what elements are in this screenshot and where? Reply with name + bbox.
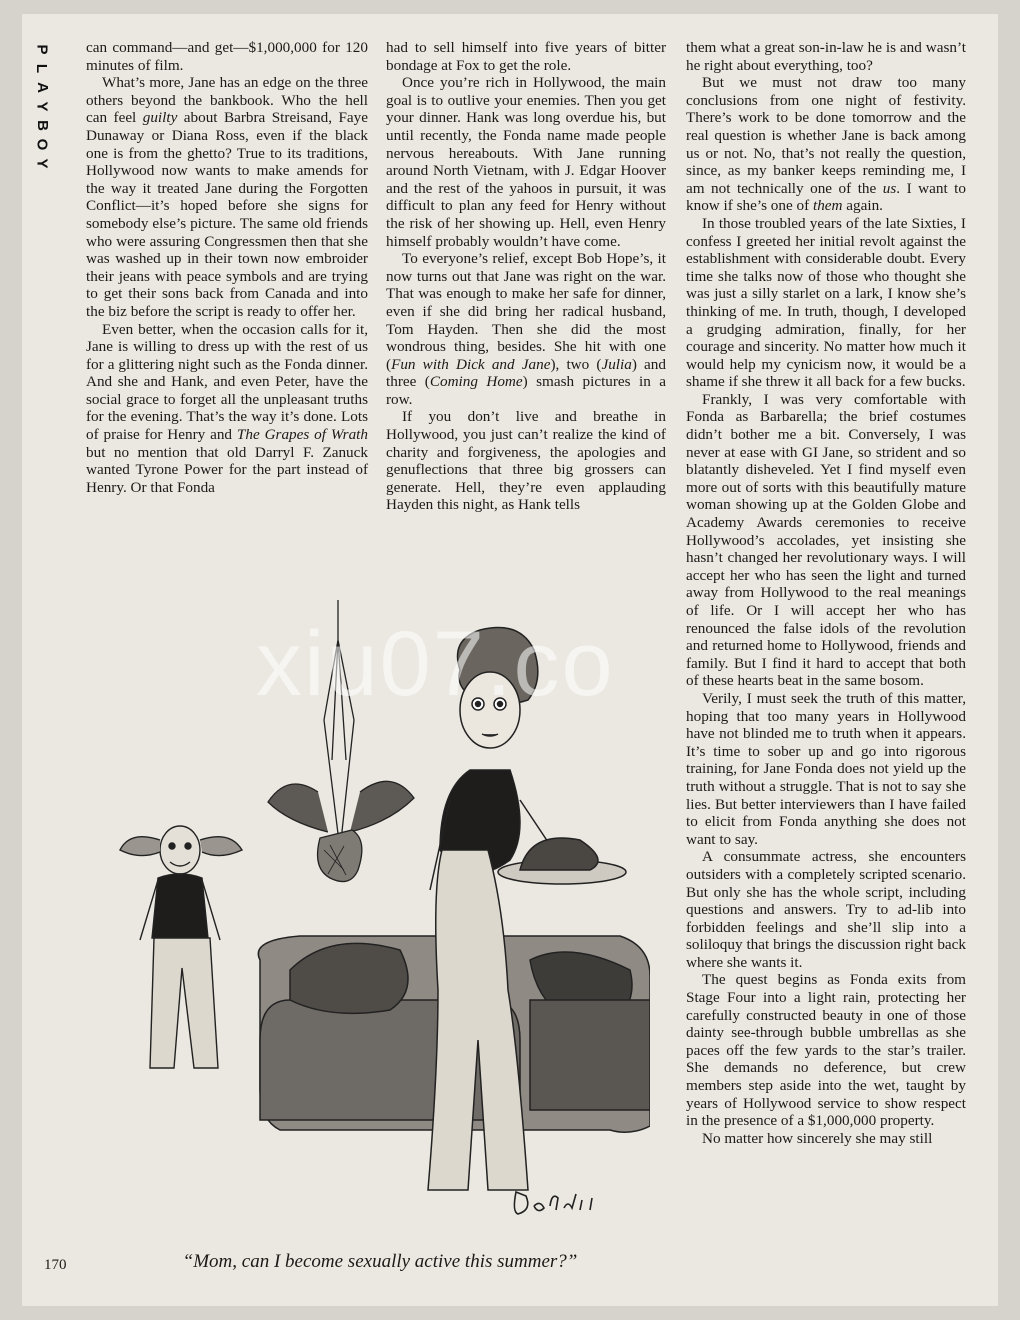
text-run: . I want to know if she’s one of — [686, 179, 966, 215]
text-column-3 — [686, 39, 966, 1147]
italic-run: Coming Home — [429, 373, 523, 391]
italic-run: guilty — [142, 109, 178, 127]
text-run: ), two ( — [550, 355, 602, 373]
italic-run: them — [812, 197, 843, 215]
page-number: 170 — [44, 1257, 67, 1273]
text-run: But we must not draw too many conclusions from one night of festivity. There’s work to be done tomorrow and the real question is whether Jane is back among us or not. No, that’s not really the question, since, as my banker keeps reminding me, I am not technically one of the — [686, 74, 966, 197]
text-run: about Barbra Streisand, Faye Dunaway or Diana Ross, even if the black one is from the ghetto? True to its traditions, Hollywood now wants to make amends for the way it treated Jane during the Forgotten Conflict—it’s hoped before she signs for somebody else’s picture. The same old friends who were assuring Congressmen then that she was washed up in their town now embroider their jeans with peace symbols and are trying to get their sons back from Canada and into the biz before the script is ready to offer her. — [86, 109, 369, 320]
text-run: again. — [842, 197, 883, 215]
running-head-letter: Y — [33, 101, 51, 112]
text-run: but no mention that old Darryl F. Zanuck wanted Tyrone Power for the part instead of Henry. Or that Fonda — [86, 443, 368, 496]
running-head-letter: A — [33, 82, 51, 93]
italic-run: Julia — [601, 355, 632, 373]
paragraph: Once you’re rich in Hollywood, the main goal is to outlive your enemies. Then you get your dinner. Hank was long overdue his, but until recently, the Fonda name made people nervous hereabouts. With Jane running around North Vietnam, with J. Edgar Hoover and the rest of the yahoos in pursuit, it was difficult to plan any feed for Henry without the risk of her showing up. Hell, even Henry himself probably wouldn’t have come. — [386, 74, 666, 250]
running-head-letter: P — [33, 44, 51, 55]
cartoon-illustration — [110, 600, 650, 1240]
italic-run: The Grapes of Wrath — [236, 426, 368, 444]
running-head — [31, 40, 53, 173]
paragraph: had to sell himself into five years of bitter bondage at Fox to get the role. — [386, 39, 666, 74]
paragraph: No matter how sincerely she may still — [702, 1129, 933, 1147]
boy-figure — [120, 826, 242, 1068]
text-column-2 — [386, 39, 666, 514]
paragraph: If you don’t live and breathe in Hollywood, you just can’t realize the kind of charity and forgiveness, the apologies and genuflections that three big grossers can generate. Hell, they’re even applauding Hayden this night, as Hank tells — [386, 408, 666, 514]
text-run: ) and three ( — [386, 355, 666, 391]
hanging-plant — [268, 600, 414, 882]
text-run: What’s more, Jane has an edge on the three others beyond the bankbook. Who the hell can feel — [86, 74, 368, 127]
text-run: ) smash pictures in a row. — [386, 373, 666, 408]
paragraph: In those troubled years of the late Sixties, I confess I greeted her initial revolt against the establishment with considerable doubt. Every time she talks now of those who thought she was just a silly starlet on a lark, I know she’s thinking of me. In truth, though, I developed a grudging admiration, finally, for her courage and sincerity. No matter how much it would help my cynicism now, it would be a shame if she threw it all back for a few bucks. — [686, 214, 966, 391]
paragraph: A consummate actress, she encounters outsiders with a completely scripted scenario. But only she has the whole script, including questions and answers. Try to ad-lib into forbidden feelings and she’ll slip into a soliloquy that brings the discussion right back where she wants it. — [686, 848, 966, 971]
text-run: Even better, when the occasion calls for it, Jane is willing to dress up with the rest of us for a glittering night such as the Fonda dinner. And she and Hank, and even Peter, have the social grace to forget all the unpleasant truths for the evening. That’s the way it’s done. Lots of praise for Henry and — [86, 320, 368, 444]
text-run: To everyone’s relief, except Bob Hope’s, it now turns out that Jane was right on the war. That was enough to make her safe for dinner, even if she did bring her radical husband, Tom Hayden. Then she did the most wondrous thing, besides. She hit with one ( — [386, 250, 666, 373]
running-head-letter: Y — [33, 158, 51, 169]
paragraph: Frankly, I was very comfortable with Fonda as Barbarella; the brief costumes didn’t bother me a bit. Conversely, I was never at ease with GI Jane, so strident and so blatantly disheveled. Yet I find myself even more out of sorts with this beautifully mature woman showing up at the Golden Globe and Academy Awards ceremonies to receive Hollywood’s accolades, yet insisting she hasn’t changed her revolutionary ways. I will accept her who has seen the light and turned away from Hollywood to the real meanings of life. Or I will accept her who has renounced the false idols of the revolution and returned home to Hollywood, friends and family. But I find it hard to accept that both of these hearts beat in the same bosom. — [686, 390, 966, 690]
paragraph — [686, 74, 966, 215]
paragraph: Verily, I must seek the truth of this matter, hoping that too many years in Hollywood have not blinded me to truth when it appears. It’s time to sober up and go into rigorous training, for Jane Fonda does not yield up the truth without a struggle. That is not to say she lies. But better interviewers than I have failed to elicit from Fonda anything she does not want to say. — [686, 689, 966, 848]
cartoon-caption: “Mom, can I become sexually active this summer?” — [182, 1251, 578, 1272]
paragraph: them what a great son-in-law he is and wasn’t he right about everything, too? — [686, 39, 966, 74]
watermark: xiu07.co — [256, 613, 615, 715]
paragraph: The quest begins as Fonda exits from Stage Four into a light rain, protecting her carefully constructed beauty in one of those dainty see-through bubble umbrellas as she paces off the few yards to the star’s trailer. She demands no deference, but crew members step aside into the wet, taught by years of Hollywood service to show respect in the presence of a $1,000,000 property. — [686, 971, 966, 1130]
running-head-letter: O — [33, 138, 51, 151]
text-column-1 — [86, 39, 368, 496]
paragraph — [86, 74, 368, 320]
running-head-letter: B — [33, 120, 51, 131]
italic-run: us — [882, 179, 897, 197]
italic-run: Fun with Dick and Jane — [391, 355, 551, 373]
running-head-letter: L — [33, 63, 51, 74]
paragraph: can command—and get—$1,000,000 for 120 minutes of film. — [86, 39, 368, 74]
paragraph — [386, 250, 666, 408]
artist-signature — [514, 1192, 598, 1214]
paragraph — [86, 321, 368, 497]
